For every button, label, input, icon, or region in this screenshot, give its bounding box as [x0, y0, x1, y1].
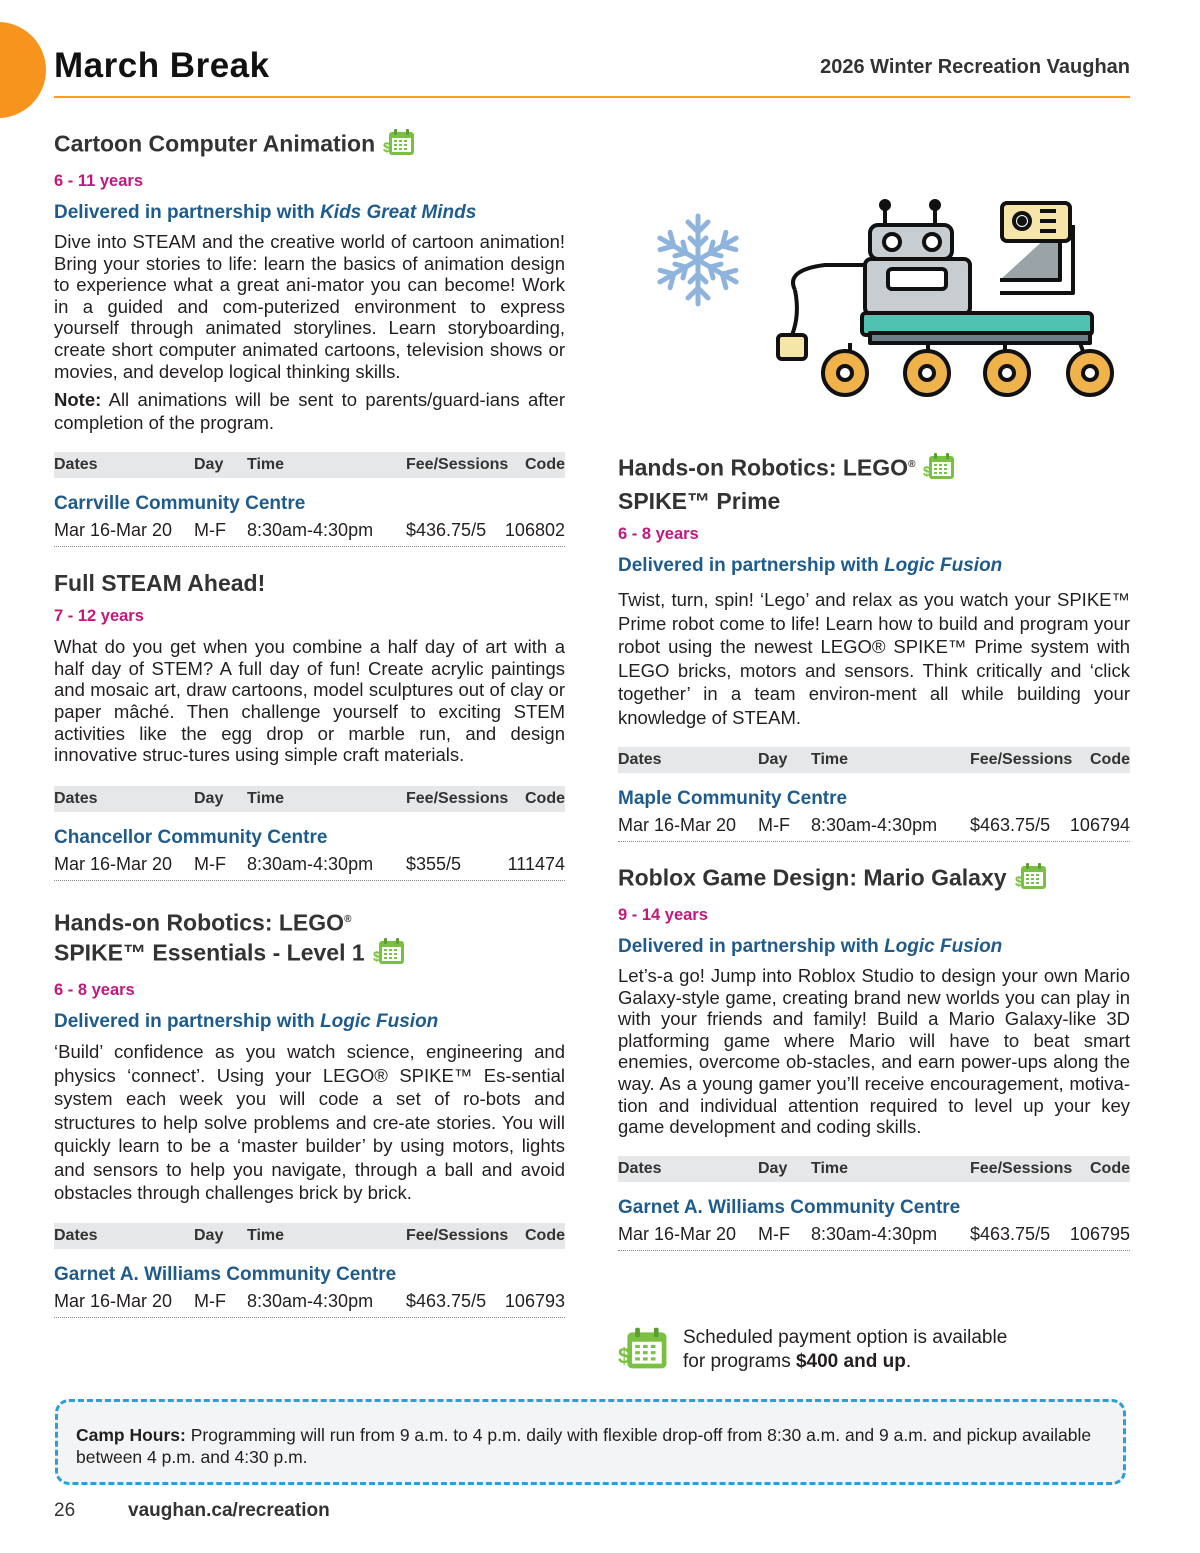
payment-calendar-icon — [373, 937, 405, 972]
venue-name: Garnet A. Williams Community Centre — [54, 1263, 397, 1285]
table-row: Mar 16-Mar 20 M-F 8:30am-4:30pm $436.75/5 106802 — [54, 516, 565, 547]
program-title: Roblox Game Design: Mario Galaxy $ — [618, 862, 1130, 897]
table-row: Mar 16-Mar 20 M-F 8:30am-4:30pm $463.75/5 106794 — [618, 811, 1130, 842]
program-description: Twist, turn, spin! ‘Lego’ and relax as you watch your SPIKE™ Prime robot come to life! Learn how to build and program your robot using the newest LEGO® SPIKE™ Prime system with LEGO bricks, motors and sensors. Think critically and ‘click together’ in a team environ-ment all while building your knowledge of STEAM. — [618, 589, 1130, 728]
partner-line: Delivered in partnership with Kids Great Minds — [54, 202, 477, 223]
payment-calendar-icon — [1015, 862, 1047, 897]
svg-text:$: $ — [372, 948, 381, 965]
program-robotics-prime — [618, 450, 1130, 842]
program-description: What do you get when you combine a half day of art with a half day of STEM? A full day of fun! Create acrylic paintings and mosaic art, draw cartoons, model sculptures out of clay or paper mâché. Then challenge yourself to exciting STEM activities like the egg drop or marble run, and design innovative struc-tures using simple craft materials. — [54, 636, 565, 766]
footer-url-link[interactable]: vaughan.ca/recreation — [128, 1500, 330, 1521]
table-row: Mar 16-Mar 20 M-F 8:30am-4:30pm $463.75/5 106793 — [54, 1287, 565, 1318]
payment-note — [618, 1326, 1130, 1376]
schedule-table-header: Dates Day Time Fee/Sessions Code — [618, 747, 1130, 773]
page-header — [54, 46, 1130, 98]
schedule-table-header: Dates Day Time Fee/Sessions Code — [54, 1223, 565, 1249]
program-full-steam — [54, 569, 565, 881]
payment-note-text: Scheduled payment option is available for programs $400 and up. — [683, 1327, 1008, 1372]
age-range: 6 - 8 years — [618, 525, 699, 544]
svg-text:$: $ — [383, 139, 391, 155]
partner-line: Delivered in partnership with Logic Fusion — [54, 1011, 439, 1033]
program-description: ‘Build’ confidence as you watch science, engineering and physics ‘connect’. Using your LEGO® SPIKE™ Es-sential system each week you will code a set of ro-bots and structures to help solve problems and cre-ate stories. You will quickly learn to be a ‘master builder’ by using motors, lights and sensors to help you navigate, through a ball and avoid obstacles through challenges brick by brick. — [54, 1041, 565, 1204]
program-note: Note: All animations will be sent to parents/guard-ians after completion of the program. — [54, 389, 565, 434]
program-title: Cartoon Computer Animation $ — [54, 128, 565, 163]
program-title: Hands-on Robotics: LEGO® $ SPIKE™ Prime — [618, 450, 1130, 516]
program-description: Dive into STEAM and the creative world of cartoon animation! Bring your stories to life: learn the basics of animation design to experience what a great ani-mator you can become! Work in a guided and com-puterized environment to express yourself through animated storylines. Learn storyboarding, create short computer animated cartoons, television shows or movies, and develop logical thinking skills. — [54, 231, 565, 382]
svg-text:$: $ — [923, 463, 932, 480]
section-title: March Break — [54, 46, 270, 85]
robot-illustration — [770, 195, 1115, 405]
venue-name: Chancellor Community Centre — [54, 826, 328, 848]
schedule-table-header: Dates Day Time Fee/Sessions Code — [618, 1156, 1130, 1182]
snowflake-icon — [648, 210, 748, 315]
table-row: Mar 16-Mar 20 M-F 8:30am-4:30pm $355/5 111474 — [54, 850, 565, 881]
svg-text:$: $ — [618, 1343, 631, 1369]
payment-calendar-icon — [923, 452, 955, 487]
payment-calendar-icon — [618, 1326, 668, 1375]
svg-text:$: $ — [1014, 873, 1023, 890]
page-number: 26 — [54, 1500, 76, 1521]
section-tab-marker — [0, 22, 46, 118]
venue-name: Carrville Community Centre — [54, 493, 306, 515]
program-title: Full STEAM Ahead! — [54, 570, 266, 597]
age-range: 6 - 8 years — [54, 981, 135, 1000]
camp-hours-box — [55, 1399, 1126, 1485]
right-column — [618, 450, 1130, 1251]
table-row: Mar 16-Mar 20 M-F 8:30am-4:30pm $463.75/5 106795 — [618, 1220, 1130, 1251]
program-title: Hands-on Robotics: LEGO® SPIKE™ Essentials - Level 1 $ — [54, 905, 565, 973]
schedule-table-header: Dates Day Time Fee/Sessions Code — [54, 452, 565, 478]
venue-name: Garnet A. Williams Community Centre — [618, 1196, 961, 1218]
payment-calendar-icon — [383, 128, 415, 163]
partner-line: Delivered in partnership with Logic Fusion — [618, 936, 1003, 958]
program-description: Let’s-a go! Jump into Roblox Studio to design your own Mario Galaxy-style game, creating brand new worlds you can play in with your friends and family! Build a Mario Galaxy-like 3D platforming game where Mario will have to beat smart enemies, overcome ob-stacles, and earn power-ups along the way. As a young gamer you’ll receive encouragement, motiva-tion and individual attention required to level up your key game development and coding skills. — [618, 965, 1130, 1138]
age-range: 6 - 11 years — [54, 172, 143, 190]
program-roblox-design — [618, 862, 1130, 1251]
age-range: 7 - 12 years — [54, 607, 144, 626]
left-column — [54, 128, 565, 1318]
venue-name: Maple Community Centre — [618, 788, 848, 810]
schedule-table-header: Dates Day Time Fee/Sessions Code — [54, 786, 565, 812]
camp-hours-text: Camp Hours: Programming will run from 9 a.m. to 4 p.m. daily with flexible drop-off from 8:30 a.m. and 9 a.m. and pickup available between 4 p.m. and 4:30 p.m. — [76, 1425, 1092, 1467]
program-robotics-essentials — [54, 905, 565, 1318]
age-range: 9 - 14 years — [618, 906, 708, 925]
guide-title: 2026 Winter Recreation Vaughan — [820, 56, 1130, 78]
partner-line: Delivered in partnership with Logic Fusion — [618, 555, 1003, 577]
program-cartoon-animation — [54, 128, 565, 547]
